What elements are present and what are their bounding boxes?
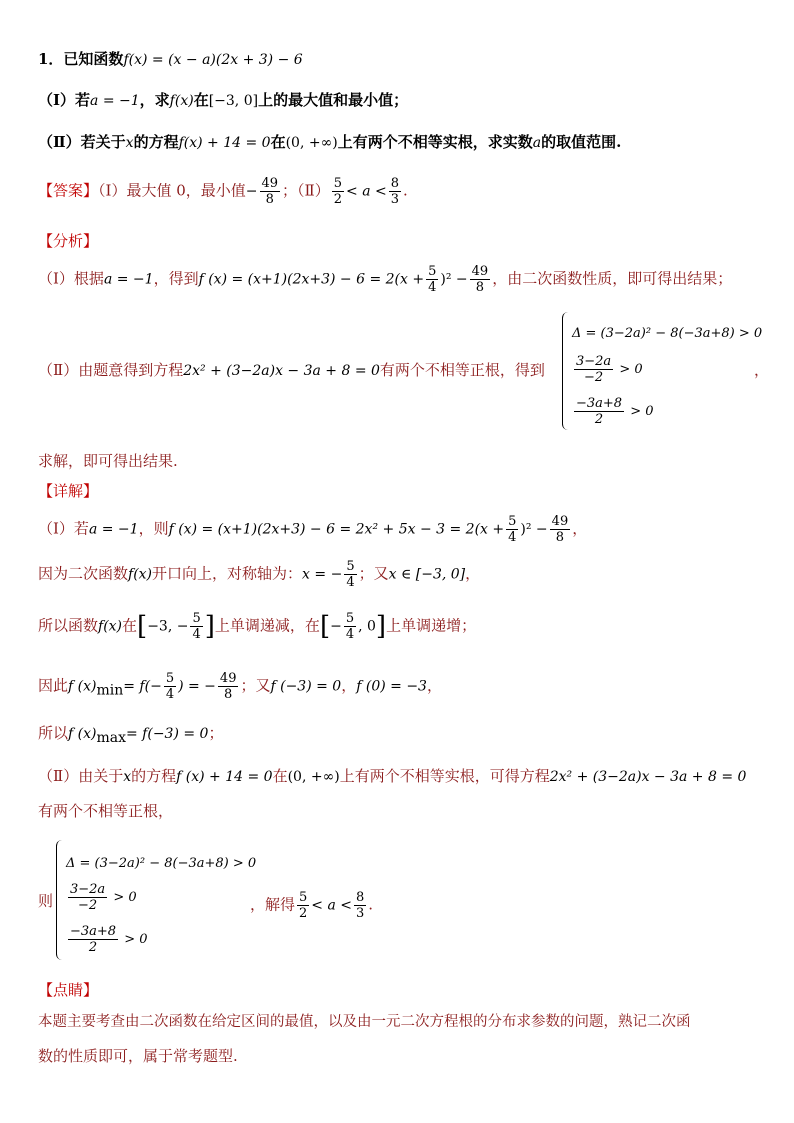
den: 3 <box>356 906 365 921</box>
detail-line-2 <box>38 559 480 590</box>
text: 上单调递减，在 <box>214 616 320 635</box>
text: 的取值范围. <box>541 133 622 151</box>
num: 5 <box>345 611 355 626</box>
num: 8 <box>390 176 400 191</box>
den: −2 <box>584 370 604 385</box>
text: ， <box>341 676 357 695</box>
detail-tag: 【详解】 <box>38 482 99 500</box>
fraction <box>190 611 202 642</box>
system-row-1: Δ = (3−2a)² − 8(−3a+8) > 0 <box>66 856 257 871</box>
math: f(x) + 14 = 0 <box>178 135 271 151</box>
text: ； <box>208 724 224 742</box>
problem-line <box>38 48 303 71</box>
num: 5 <box>165 671 175 686</box>
num: 49 <box>261 176 279 191</box>
math: a <box>532 135 542 151</box>
num: 3−2a <box>576 354 612 369</box>
text: 上的最大值和最小值； <box>258 91 409 109</box>
math: a = −1 <box>103 271 154 288</box>
math: > 0 <box>630 404 654 419</box>
num: 3−2a <box>70 882 106 897</box>
text: 在 <box>270 133 286 151</box>
text: 上单调递增； <box>386 616 477 635</box>
math-subscript: max <box>96 730 126 746</box>
detail-line-6 <box>38 765 746 788</box>
den: 4 <box>165 687 175 702</box>
text: ；又 <box>240 676 271 695</box>
num: −3a+8 <box>70 924 117 939</box>
detail-line-7: 有两个不相等正根， <box>38 802 174 820</box>
analysis-comma: ， <box>754 361 770 379</box>
brace <box>562 312 571 430</box>
fraction <box>260 176 281 207</box>
num: 5 <box>508 514 517 529</box>
text: ；（Ⅱ） <box>282 181 330 200</box>
detail-result <box>250 890 373 921</box>
analysis-line-1 <box>38 264 732 295</box>
den: 2 <box>594 412 604 427</box>
system-row-2 <box>572 354 643 385</box>
bracket-right: ] <box>375 611 387 642</box>
text: 开口向上，对称轴为： <box>152 564 303 583</box>
text: 的方程 <box>131 767 177 785</box>
fraction <box>426 264 438 295</box>
bracket-left: [ <box>319 611 331 642</box>
bracket-left: [ <box>137 611 148 642</box>
math: f(x) <box>169 93 194 109</box>
den: 4 <box>508 530 517 545</box>
part1-line <box>38 89 408 112</box>
math: a = −1 <box>90 93 140 109</box>
fraction <box>354 890 366 921</box>
text: ， <box>572 519 588 538</box>
text: ，解得 <box>250 895 296 914</box>
den: 8 <box>555 530 565 545</box>
math: f (x) <box>68 678 97 695</box>
math: f (0) = −3 <box>356 678 427 695</box>
den: 4 <box>345 627 355 642</box>
comment-line-1: 本题主要考查由二次函数在给定区间的最值，以及由一元二次方程根的分布求参数的问题，熟记二次函 <box>38 1014 691 1030</box>
den: 8 <box>265 192 274 207</box>
text: 在 <box>272 767 288 785</box>
math: )² − <box>520 521 548 538</box>
problem-number: 1．已知函数 <box>38 50 124 68</box>
den: 2 <box>333 192 343 207</box>
math: ) = − <box>178 678 216 695</box>
math: f (x) = (x+1)(2x+3) − 6 = 2x² + 5x − 3 = 2(x + <box>168 521 505 538</box>
math: f (x) = (x+1)(2x+3) − 6 = 2(x + <box>198 271 425 288</box>
num: 5 <box>333 176 343 191</box>
num: −3a+8 <box>576 396 623 411</box>
math: (0, +∞) <box>285 135 338 151</box>
den: 4 <box>346 575 355 590</box>
math: 2x² + (3−2a)x − 3a + 8 = 0 <box>183 363 380 379</box>
num: 49 <box>471 264 489 279</box>
math-subscript: min <box>96 682 124 699</box>
den: 2 <box>299 906 308 921</box>
bracket-right: ] <box>204 611 215 642</box>
math: −3, − <box>147 618 189 635</box>
math: > 0 <box>619 362 643 377</box>
num: 5 <box>192 611 201 626</box>
math: a = −1 <box>88 521 139 538</box>
math: f(x) <box>128 566 153 583</box>
text: （Ⅰ）若 <box>38 91 91 109</box>
den: 3 <box>390 192 400 207</box>
detail-system <box>54 840 264 964</box>
num: 5 <box>346 559 355 574</box>
math: x = − <box>302 566 343 583</box>
math: 2x² + (3−2a)x − 3a + 8 = 0 <box>549 769 747 785</box>
math: , 0 <box>358 618 376 635</box>
text: 所以 <box>38 724 69 742</box>
detail-line-3 <box>38 611 476 642</box>
analysis-system <box>560 312 763 432</box>
text: ，则 <box>138 519 169 538</box>
detail-line-4 <box>38 671 442 702</box>
system-row-3 <box>572 396 654 427</box>
system-row-1: Δ = (3−2a)² − 8(−3a+8) > 0 <box>572 326 763 341</box>
math: x <box>125 135 134 151</box>
den: 8 <box>224 687 233 702</box>
analysis-tag: 【分析】 <box>38 232 99 250</box>
comment-tag: 【点睛】 <box>38 981 99 999</box>
text: . <box>368 895 374 914</box>
fraction <box>218 671 239 702</box>
text: 在 <box>193 91 209 109</box>
text: ， <box>426 676 442 695</box>
math: − <box>245 183 258 200</box>
math: f (x) + 14 = 0 <box>176 769 273 785</box>
text: 因此 <box>38 676 69 695</box>
analysis-line-3: 求解，即可得出结果. <box>38 452 178 470</box>
math: < a < <box>346 183 387 200</box>
fraction <box>332 176 344 207</box>
fraction <box>550 514 571 545</box>
math: (0, +∞) <box>287 769 340 785</box>
num: 8 <box>356 890 365 905</box>
fraction <box>574 354 613 385</box>
text: 的方程 <box>133 133 179 151</box>
den: 8 <box>475 280 485 295</box>
detail-line-5 <box>38 722 223 749</box>
text: 在 <box>122 616 138 635</box>
text: ， <box>465 564 481 583</box>
system-row-2 <box>66 882 137 913</box>
text: 上有两个不相等实根，求实数 <box>337 133 533 151</box>
fraction <box>506 514 518 545</box>
den: −2 <box>78 898 98 913</box>
text: ；又 <box>358 564 389 583</box>
comment-line-2: 数的性质即可，属于常考题型. <box>38 1047 238 1065</box>
text: 上有两个不相等实根，可得方程 <box>339 767 550 785</box>
text: （Ⅱ）由题意得到方程 <box>38 361 184 379</box>
text: （Ⅰ）根据 <box>38 269 104 288</box>
text: （Ⅱ）若关于 <box>38 133 126 151</box>
math: > 0 <box>124 932 148 947</box>
math: x <box>123 769 132 785</box>
fraction <box>470 264 491 295</box>
system-row-3 <box>66 924 148 955</box>
answer-line <box>38 176 408 207</box>
math: f(x) <box>98 618 123 635</box>
math: )² − <box>440 271 468 288</box>
den: 4 <box>428 280 437 295</box>
detail-line-1 <box>38 514 587 545</box>
den: 4 <box>192 627 201 642</box>
part2-line <box>38 131 621 154</box>
num: 49 <box>219 671 237 686</box>
math: − <box>330 618 342 635</box>
den: 2 <box>88 940 98 955</box>
num: 5 <box>299 890 308 905</box>
text: . <box>403 181 408 200</box>
fraction <box>68 924 118 955</box>
math: = f(−3) = 0 <box>126 726 209 742</box>
fraction <box>164 671 176 702</box>
problem-function: f(x) = (x − a)(2x + 3) − 6 <box>123 52 303 68</box>
fraction <box>68 882 107 913</box>
answer-tag: 【答案】 <box>38 181 99 200</box>
text: 有两个不相等正根，得到 <box>379 361 545 379</box>
fraction <box>344 611 356 642</box>
text: （Ⅰ）最大值 0，最小值 <box>98 181 246 200</box>
math: f (−3) = 0 <box>270 678 342 695</box>
detail-ze: 则 <box>38 892 54 910</box>
text: （Ⅱ）由关于 <box>38 767 124 785</box>
text: 因为二次函数 <box>38 564 129 583</box>
math: [−3, 0] <box>208 93 259 109</box>
math: > 0 <box>113 890 137 905</box>
num: 5 <box>428 264 437 279</box>
fraction <box>574 396 624 427</box>
math: < a < <box>311 897 353 914</box>
math: = f(− <box>123 678 162 695</box>
num: 49 <box>551 514 569 529</box>
math: f (x) <box>68 726 97 742</box>
text: ，求 <box>139 91 170 109</box>
brace <box>56 840 65 960</box>
fraction <box>344 559 356 590</box>
fraction <box>297 890 309 921</box>
fraction <box>389 176 401 207</box>
text: 所以函数 <box>38 616 99 635</box>
math: x ∈ [−3, 0] <box>388 566 466 583</box>
text: ，由二次函数性质，即可得出结果； <box>492 269 733 288</box>
text: （Ⅰ）若 <box>38 519 89 538</box>
text: ，得到 <box>153 269 199 288</box>
analysis-line-2 <box>38 359 545 382</box>
